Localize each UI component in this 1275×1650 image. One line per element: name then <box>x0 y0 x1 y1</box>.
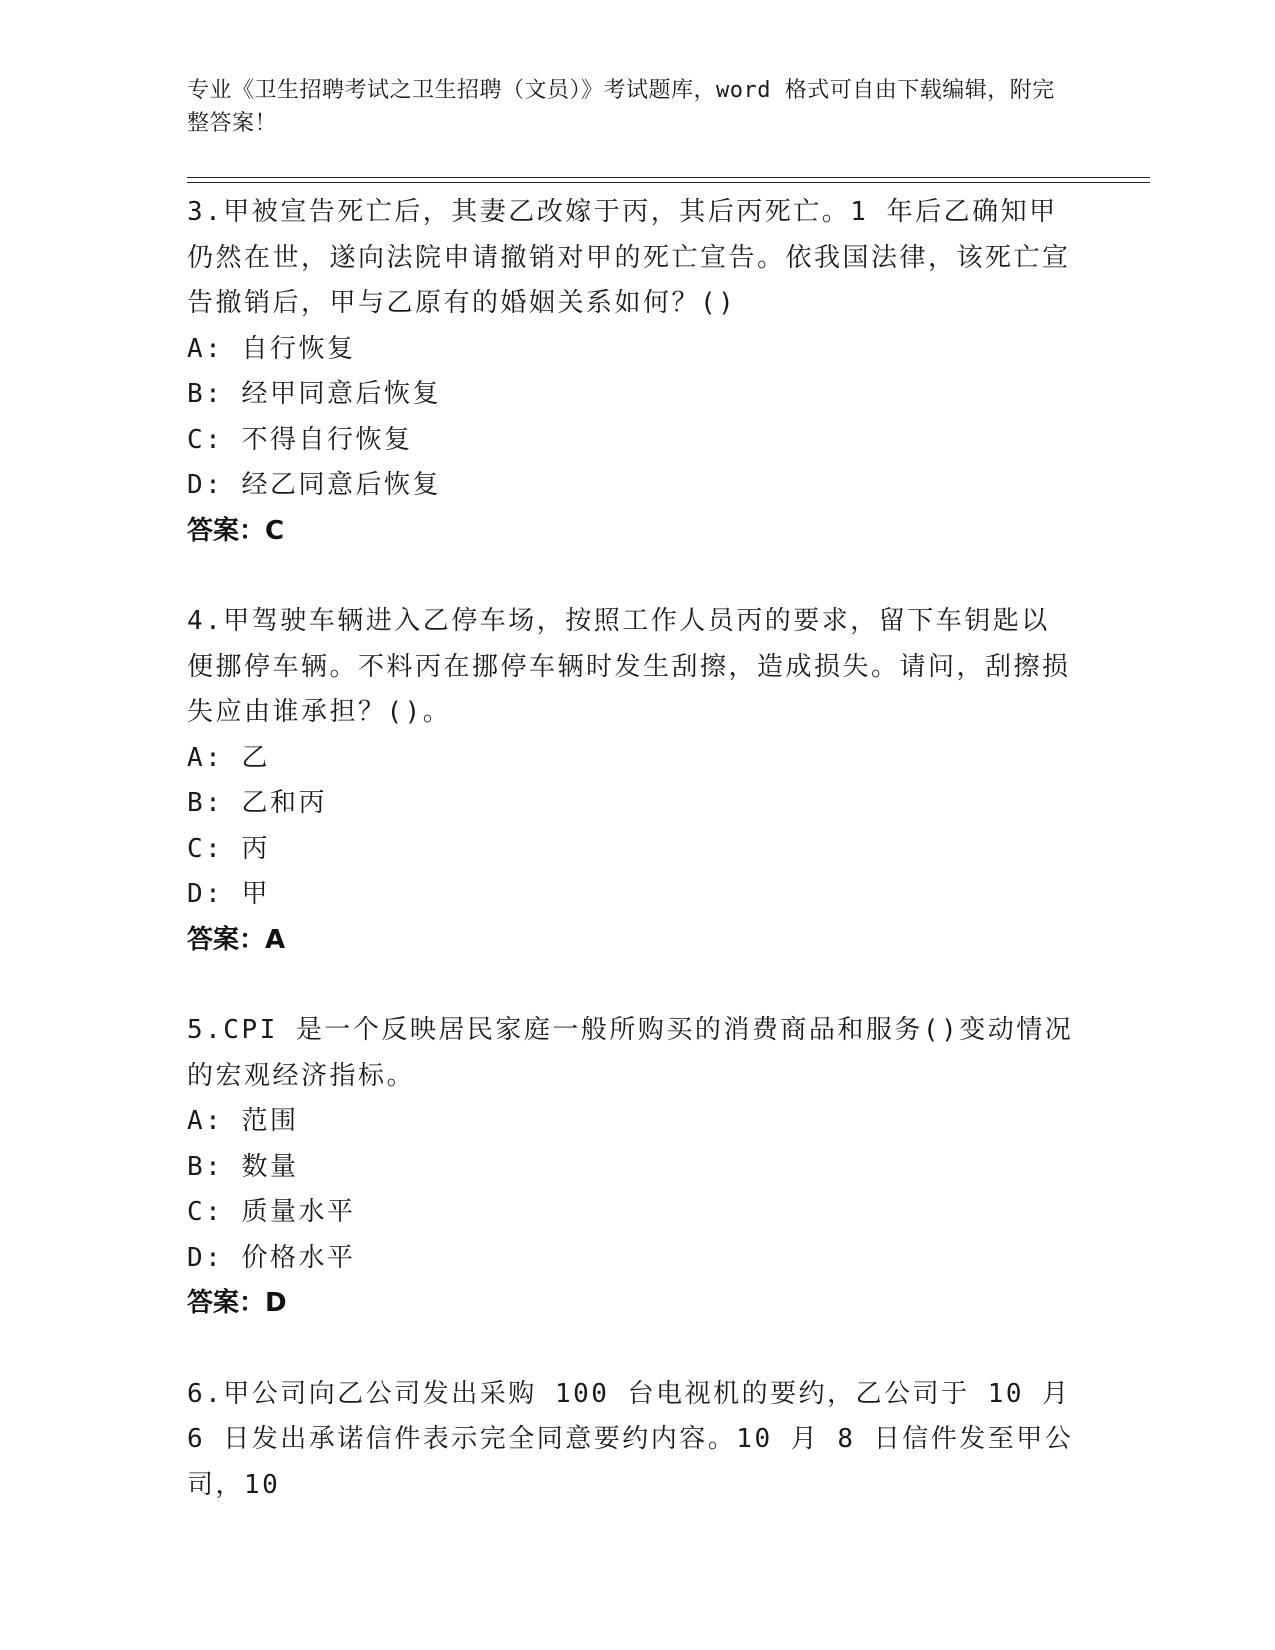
answer-label: 答案：C <box>187 515 285 546</box>
option-c: C: 不得自行恢复 <box>187 424 413 455</box>
answer-label: 答案：D <box>187 1288 287 1318</box>
option-a: A: 范围 <box>187 1106 299 1136</box>
option-a: A: 乙 <box>187 742 270 773</box>
option-b: B: 乙和丙 <box>187 788 327 818</box>
question-spacer <box>187 963 1077 1008</box>
option-c: C: 质量水平 <box>187 1197 356 1227</box>
question-stem: 5.CPI 是一个反映居民家庭一般所购买的消费商品和服务()变动情况的宏观经济指标。 <box>187 1015 1074 1091</box>
option-b: B: 数量 <box>187 1151 299 1182</box>
option-c: C: 丙 <box>187 833 270 864</box>
document-header: 专业《卫生招聘考试之卫生招聘（文员）》考试题库，word 格式可自由下载编辑，附完整答案！ <box>187 78 1055 136</box>
question-stem: 6.甲公司向乙公司发出采购 100 台电视机的要约，乙公司于 10 月 6 日发出承诺信件表示完全同意要约内容。10 月 8 日信件发至甲公司，10 <box>187 1378 1074 1500</box>
question-list <box>187 190 1077 1508</box>
question-spacer <box>187 554 1077 599</box>
question-3 <box>187 190 1077 554</box>
question-spacer <box>187 1327 1077 1372</box>
option-d: D: 甲 <box>187 879 270 909</box>
question-4 <box>187 599 1077 963</box>
question-6 <box>187 1372 1077 1509</box>
header-double-rule <box>187 177 1150 183</box>
option-b: B: 经甲同意后恢复 <box>187 379 441 409</box>
option-a: A: 自行恢复 <box>187 333 356 364</box>
option-d: D: 经乙同意后恢复 <box>187 470 441 500</box>
answer-label: 答案：A <box>187 924 286 955</box>
question-stem: 3.甲被宣告死亡后，其妻乙改嫁于丙，其后丙死亡。1 年后乙确知甲仍然在世，遂向法院申请撤销对甲的死亡宣告。依我国法律，该死亡宣告撤销后，甲与乙原有的婚姻关系如何？() <box>187 197 1071 318</box>
question-5 <box>187 1008 1077 1327</box>
option-d: D: 价格水平 <box>187 1242 356 1273</box>
question-stem: 4.甲驾驶车辆进入乙停车场，按照工作人员丙的要求，留下车钥匙以便挪停车辆。不料丙在挪停车辆时发生刮擦，造成损失。请问，刮擦损失应由谁承担？()。 <box>187 606 1071 727</box>
